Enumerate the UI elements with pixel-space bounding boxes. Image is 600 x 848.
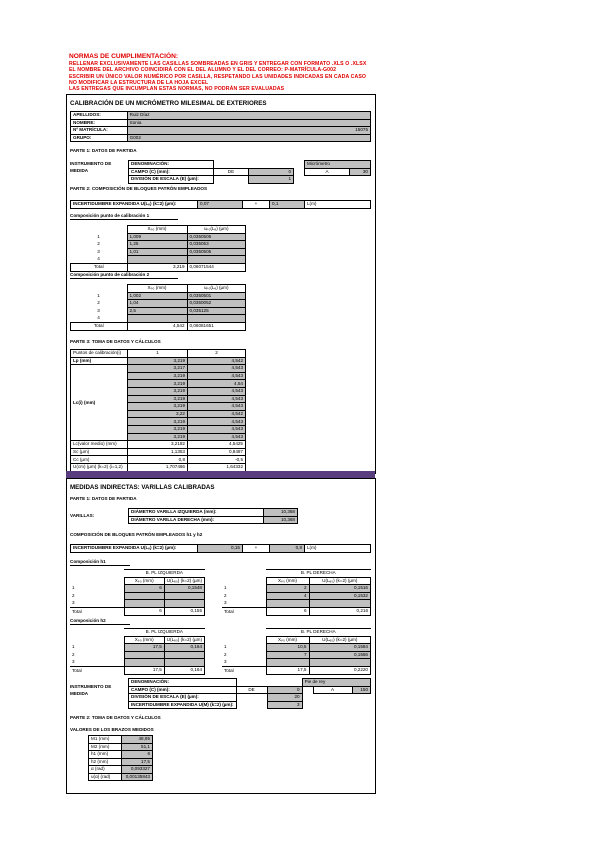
row-index: 2 [97, 241, 100, 247]
col-header: U(Lₑ₀) (k=2) (µm) [164, 636, 204, 644]
cell-x[interactable]: 2 [266, 585, 309, 593]
student-name[interactable]: Sonia [127, 119, 370, 127]
h1-right-table [222, 569, 371, 616]
table-row [222, 585, 371, 593]
cell-u[interactable]: 0,0350505 [187, 233, 246, 241]
h1-title: Composición h1 [70, 559, 106, 564]
table-row [89, 743, 153, 751]
table-row [70, 585, 205, 593]
total-x: 17,5 [124, 666, 164, 674]
col-header: 1 [128, 350, 188, 358]
arm-label: h1 (mm) [89, 751, 122, 759]
col-header: 2 [188, 350, 246, 358]
sheet2-uncertainty-table [70, 544, 371, 553]
lp-value[interactable]: 3,219 [128, 357, 188, 365]
comp2-title: Composición punto de calibración 2 [70, 272, 150, 277]
alpha-table [88, 765, 153, 781]
lc-value[interactable]: 3,217 [128, 365, 188, 373]
table-row [70, 592, 205, 600]
instrument2-table [128, 678, 371, 709]
instrument2-label: INSTRUMENTO DE MEDIDA [70, 684, 112, 696]
range-a: A [313, 686, 352, 694]
lc-value[interactable]: 4,543 [188, 433, 246, 441]
total-u: 0,06071544 [187, 263, 246, 271]
total-label: Total [70, 666, 124, 674]
varillas-label: VARILLAS: [70, 513, 95, 518]
result-row [71, 456, 246, 464]
h1-left-table [70, 569, 205, 616]
comp1-title: Composición punto de calibración 1 [70, 213, 150, 218]
total-x: 3,219 [127, 263, 187, 271]
instruction-line: NO MODIFICAR LA ESTRUCTURA DE LA HOJA EXCEL [69, 79, 209, 86]
cell-x[interactable] [124, 651, 164, 659]
cell-x[interactable] [127, 315, 187, 323]
alpha-label: α (rad) [89, 766, 122, 774]
instrument-table [128, 160, 371, 184]
student-group[interactable]: G002 [127, 134, 370, 142]
h2-underline [70, 624, 130, 625]
row-index: 2 [224, 652, 227, 658]
lc-value[interactable]: 3,219 [128, 395, 188, 403]
student-label: Nº MATRÍCULA: [71, 127, 128, 135]
range-a: A [305, 168, 350, 176]
cell-u[interactable]: 0,164 [164, 644, 204, 652]
comp-title: COMPOSICIÓN DE BLOQUES PATRÓN EMPLEADOS h1 y h2 [70, 532, 203, 537]
table-row [71, 315, 246, 323]
total-u: 0,06081651 [187, 322, 246, 330]
uncert-value2[interactable]: 0,1 [270, 201, 305, 209]
row-index: 2 [72, 593, 75, 599]
result-value: 1,707466 [128, 463, 188, 471]
row-index: 2 [72, 652, 75, 658]
uncert-value[interactable]: 0,07 [198, 201, 243, 209]
comp2-table [70, 284, 246, 331]
varilla-value[interactable]: 10,368 [264, 509, 298, 517]
lc-value[interactable]: 3,219 [128, 418, 188, 426]
cell-u[interactable]: 0,0350505 [187, 248, 246, 256]
group-title: B. PL IZQUIERDA [124, 570, 204, 578]
cell-u[interactable]: 0,1532 [309, 592, 371, 600]
lc-value[interactable]: 4,543 [188, 395, 246, 403]
lc-value[interactable]: 4,543 [188, 418, 246, 426]
scale-division[interactable]: 1 [249, 176, 294, 184]
student-label: GRUPO: [71, 134, 128, 142]
cell-x[interactable]: 10,5 [266, 644, 309, 652]
total-label: Total [70, 607, 124, 615]
cell-x[interactable]: 1,009 [127, 233, 187, 241]
cell-u[interactable]: 0,035053 [187, 241, 246, 249]
cell-u[interactable] [309, 659, 371, 667]
result-label: Sc (µm) [71, 448, 128, 456]
row-index: 3 [97, 308, 100, 314]
cell-x[interactable]: 1,002 [127, 292, 187, 300]
instruction-line: RELLENAR EXCLUSIVAMENTE LAS CASILLAS SOMBREADAS EN GRIS Y ENTREGAR CON FORMATO .XLS O .XLSX [69, 61, 367, 67]
lc-value[interactable]: 4,543 [188, 425, 246, 433]
arms-table [88, 735, 153, 766]
row-index: 2 [224, 593, 227, 599]
cell-u[interactable]: 0,035125 [187, 307, 246, 315]
result-value: -0,5 [188, 456, 246, 464]
uncert-plus: + [243, 545, 270, 553]
row-label: DENOMINACIÓN: [129, 161, 214, 169]
col-header: Xₚ₀ (mm) [266, 636, 309, 644]
instrument-uncertainty[interactable]: 3 [267, 701, 302, 709]
uncert-value2[interactable]: 0,8 [270, 545, 305, 553]
lc-value[interactable]: 3,219 [128, 372, 188, 380]
student-label: NOMBRE: [71, 119, 128, 127]
arm-label: M2 (mm) [89, 743, 122, 751]
comp1-table [70, 225, 246, 272]
range-de: DE [214, 168, 249, 176]
varilla-label: DIÁMETRO VARILLA IZQUIERDA (mm): [129, 509, 264, 517]
result-value: 0,8 [128, 456, 188, 464]
row-index: 2 [97, 300, 100, 306]
h2-title: Composición h2 [70, 618, 106, 623]
uncert-value[interactable]: 0,15 [198, 545, 243, 553]
instructions-title: NORMAS DE CUMPLIMENTACIÓN: [69, 53, 179, 60]
lc-value[interactable]: 4,543 [188, 387, 246, 395]
range-de: DE [236, 686, 267, 694]
col-header: U(Lₑ₀) (k=2) (µm) [164, 577, 204, 585]
varilla-value[interactable]: 10,368 [264, 516, 298, 524]
cell-x[interactable]: 2,5 [127, 307, 187, 315]
part3-title: PARTE 3: TOMA DE DATOS Y CÁLCULOS [70, 339, 161, 344]
table-row [70, 651, 205, 659]
row-label: CAMPO (C) (mm): [129, 686, 237, 694]
cell-x[interactable]: 7 [266, 651, 309, 659]
col-header: U(Lₑ₀) (k=2) (µm) [309, 577, 371, 585]
result-value: 4,5425 [188, 441, 246, 449]
lc-value[interactable]: 3,219 [128, 380, 188, 388]
range-to[interactable]: 30 [350, 168, 371, 176]
group-title: B. PL DERECHA [266, 570, 371, 578]
row-label: DENOMINACIÓN: [129, 679, 237, 687]
student-enrollment[interactable]: 15075 [127, 127, 370, 135]
row-index: 3 [72, 600, 75, 606]
cell-u[interactable] [187, 315, 246, 323]
varilla-label: DIÁMETRO VARILLA DERECHA (mm): [129, 516, 264, 524]
cell-u[interactable] [164, 651, 204, 659]
result-value: 1,64332 [188, 463, 246, 471]
row-index: 4 [97, 315, 100, 321]
uncert-plus: + [243, 201, 270, 209]
result-value: 0,8487 [188, 448, 246, 456]
lc-value[interactable]: 3,219 [128, 387, 188, 395]
table-row [222, 659, 371, 667]
lc-value[interactable]: 4,543 [188, 403, 246, 411]
total-row [222, 607, 371, 615]
row-index: 3 [224, 659, 227, 665]
comp2-underline [70, 278, 178, 279]
sheet1-title: CALIBRACIÓN DE UN MICRÓMETRO MILESIMAL DE EXTERIORES [70, 100, 267, 107]
row-index: 4 [97, 256, 100, 262]
cell-u[interactable] [309, 600, 371, 608]
result-value: 3,2182 [128, 441, 188, 449]
table-row [222, 651, 371, 659]
cell-u[interactable]: 0,1516 [309, 585, 371, 593]
student-surname[interactable]: Ruiz Díaz [127, 112, 370, 120]
table-row [70, 659, 205, 667]
table-row [222, 644, 371, 652]
cell-u[interactable] [187, 256, 246, 264]
sheet2-part2-sub: VALORES DE LOS BRAZOS MEDIDOS [70, 727, 154, 732]
result-row [71, 463, 246, 471]
instructions-list [69, 61, 366, 92]
table-row [71, 256, 246, 264]
cell-u[interactable]: 0,0350501 [187, 292, 246, 300]
total-row [71, 263, 246, 271]
sheet2-title: MEDIDAS INDIRECTAS: VARILLAS CALIBRADAS [70, 484, 215, 491]
row-label: INCERTIDUMBRE EXPANDIDA U(M) (k=2) (µm): [129, 701, 237, 709]
uncertainty-table [70, 200, 371, 209]
arm-value[interactable]: 17,5 [122, 758, 153, 766]
lp-label: Lp (mm) [71, 357, 128, 365]
cell-u[interactable]: 0,1548 [164, 585, 204, 593]
row-index: 1 [224, 644, 227, 650]
part1-title: PARTE 1: DATOS DE PARTIDA [70, 148, 137, 153]
row-index: 1 [72, 585, 75, 591]
scale-division[interactable]: 20 [267, 694, 302, 702]
cell-u[interactable] [164, 659, 204, 667]
result-label: Lc(valor medio) (mm) [71, 441, 128, 449]
col-header: U(Lₑ₀) (k=2) (µm) [309, 636, 371, 644]
table-row [89, 751, 153, 759]
col-header: Xₚ₀ (mm) [266, 577, 309, 585]
row-label: CAMPO (C) (mm): [129, 168, 214, 176]
result-value: 1,1353 [128, 448, 188, 456]
table-row [71, 300, 246, 308]
row-label: DIVISIÓN DE ESCALA (E) (µm): [129, 176, 214, 184]
arm-label: M1 (mm) [89, 736, 122, 744]
uncert-unit: L(m) [305, 201, 371, 209]
col-header: Xₚ₀ (mm) [127, 285, 187, 293]
col-header: Xₚ₀ (mm) [124, 636, 164, 644]
varillas-table [128, 508, 298, 524]
result-label: U(cm) (µm) (k=2) (i=1,2) [71, 463, 128, 471]
total-row [71, 322, 246, 330]
total-x: 17,5 [266, 666, 309, 674]
col-header: Xₚ₀ (mm) [124, 577, 164, 585]
arm-label: h2 (mm) [89, 758, 122, 766]
col-header: Xₚ₀ (mm) [127, 226, 187, 234]
cell-x[interactable] [124, 600, 164, 608]
section-separator [66, 471, 375, 478]
row-index: 1 [224, 585, 227, 591]
cell-x[interactable] [124, 592, 164, 600]
lc-value[interactable]: 3,219 [128, 403, 188, 411]
total-row [70, 666, 205, 674]
range-to[interactable]: 150 [352, 686, 370, 694]
alpha-value[interactable]: 0,093327 [122, 766, 153, 774]
arm-value[interactable]: 6 [122, 751, 153, 759]
total-label: Total [71, 263, 128, 271]
table-row [71, 233, 246, 241]
uncert-label: INCERTIDUMBRE EXPANDIDA U(Lₑ) (k=2) (µm): [71, 545, 198, 553]
group-title: B. PL DERECHA [266, 629, 371, 637]
uncert-unit: L(m) [305, 545, 371, 553]
comp1-underline [70, 219, 178, 220]
instruction-line: ESCRIBIR UN ÚNICO VALOR NUMÉRICO POR CASILLA, RESPETANDO LAS UNIDADES INDICADAS EN CADA CASO [69, 73, 367, 80]
row-index: 1 [97, 292, 100, 298]
cell-x[interactable] [266, 600, 309, 608]
cell-u[interactable]: 0,1556 [309, 651, 371, 659]
instrument-name[interactable]: Pie de rey [302, 679, 370, 687]
cell-u[interactable] [164, 592, 204, 600]
total-x: 4,542 [127, 322, 187, 330]
total-row [222, 666, 371, 674]
cell-x[interactable] [124, 659, 164, 667]
cell-u[interactable] [164, 600, 204, 608]
total-row [70, 607, 205, 615]
h1-underline [70, 565, 130, 566]
row-index: 1 [72, 644, 75, 650]
table-row [70, 644, 205, 652]
cell-u[interactable]: 0,0350052 [187, 300, 246, 308]
arm-value[interactable]: 51,1 [122, 743, 153, 751]
cell-x[interactable]: 4 [266, 592, 309, 600]
range-from[interactable]: 0 [249, 168, 294, 176]
row-label: DIVISIÓN DE ESCALA (E) (µm): [129, 694, 237, 702]
table-row [89, 736, 153, 744]
instrument-name[interactable]: Micrómetro [305, 161, 371, 169]
table-row [71, 292, 246, 300]
table-row [71, 248, 246, 256]
total-u: 0,216 [309, 607, 371, 615]
lc-label: Lc(i) (mm) [71, 365, 128, 441]
result-row [71, 441, 246, 449]
table-row [222, 600, 371, 608]
table-row [70, 600, 205, 608]
total-u: 0,2220 [309, 666, 371, 674]
sheet2-part1-title: PARTE 1: DATOS DE PARTIDA [70, 496, 137, 501]
h2-right-table [222, 628, 371, 675]
result-row [89, 766, 153, 774]
cell-x[interactable]: 1,01 [127, 248, 187, 256]
instrument-label: INSTRUMENTO DE MEDIDA [70, 161, 112, 173]
total-label: Total [71, 322, 128, 330]
total-u: 0,155 [164, 607, 204, 615]
cell-x[interactable]: 6 [124, 585, 164, 593]
part2-title: PARTE 2: COMPOSICIÓN DE BLOQUES PATRÓN EMPLEADOS [70, 186, 208, 191]
alpha-uncert-label: u(α) (rad) [89, 773, 122, 781]
lc-value[interactable]: 4,543 [188, 365, 246, 373]
lc-value[interactable]: 4,54 [188, 380, 246, 388]
table-row [71, 307, 246, 315]
table-row [222, 592, 371, 600]
lc-value[interactable]: 4,542 [188, 410, 246, 418]
row-index: 3 [72, 659, 75, 665]
row-index: 3 [97, 249, 100, 255]
lc-value[interactable]: 3,219 [128, 425, 188, 433]
total-label: Total [222, 666, 266, 674]
row-index: 1 [97, 233, 100, 239]
cell-x[interactable] [266, 659, 309, 667]
range-from[interactable]: 0 [267, 686, 302, 694]
table-row [71, 241, 246, 249]
result-row [89, 773, 153, 781]
group-title: B. PL IZQUIERDA [124, 629, 204, 637]
row-index: 3 [224, 600, 227, 606]
lp-value[interactable]: 4,542 [188, 357, 246, 365]
total-label: Total [222, 607, 266, 615]
alpha-uncert-value[interactable]: 0,00135843 [122, 773, 153, 781]
header-label: Puntos de calibración(i) [71, 350, 128, 358]
total-x: 6 [124, 607, 164, 615]
instruction-line: LAS ENTREGAS QUE INCUMPLAN ESTAS NORMAS, NO PODRÁN SER EVALUADAS [69, 86, 285, 93]
cell-x[interactable]: 1,04 [127, 300, 187, 308]
result-label: Cc (µm) [71, 456, 128, 464]
total-u: 0,164 [164, 666, 204, 674]
cell-u[interactable]: 0,1584 [309, 644, 371, 652]
lc-value[interactable]: 3,219 [128, 433, 188, 441]
col-header: uₚ₀(Lₑ) (µm) [187, 226, 246, 234]
lc-value[interactable]: 4,543 [188, 372, 246, 380]
sheet2-part2-title: PARTE 2: TOMA DE DATOS Y CÁLCULOS [70, 715, 161, 720]
student-label: APELLIDOS: [71, 112, 128, 120]
cell-x[interactable]: 1,25 [127, 241, 187, 249]
calibration-data-table [70, 349, 246, 472]
uncert-label: INCERTIDUMBRE EXPANDIDA U(Lₑ) (k=2) (µm): [71, 201, 198, 209]
total-x: 6 [266, 607, 309, 615]
lc-value[interactable]: 3,22 [128, 410, 188, 418]
col-header: uₚ₀(Lₑ) (µm) [187, 285, 246, 293]
cell-x[interactable]: 17,5 [124, 644, 164, 652]
student-info-table [70, 111, 371, 142]
cell-x[interactable] [127, 256, 187, 264]
arm-value[interactable]: 48,95 [122, 736, 153, 744]
h2-left-table [70, 628, 205, 675]
instruction-line: EL NOMBRE DEL ARCHIVO COINCIDIRÁ CON EL DEL ALUMNO Y EL DEL CORREO: P-MATRÍCULA-G002 [69, 67, 337, 74]
result-row [71, 448, 246, 456]
